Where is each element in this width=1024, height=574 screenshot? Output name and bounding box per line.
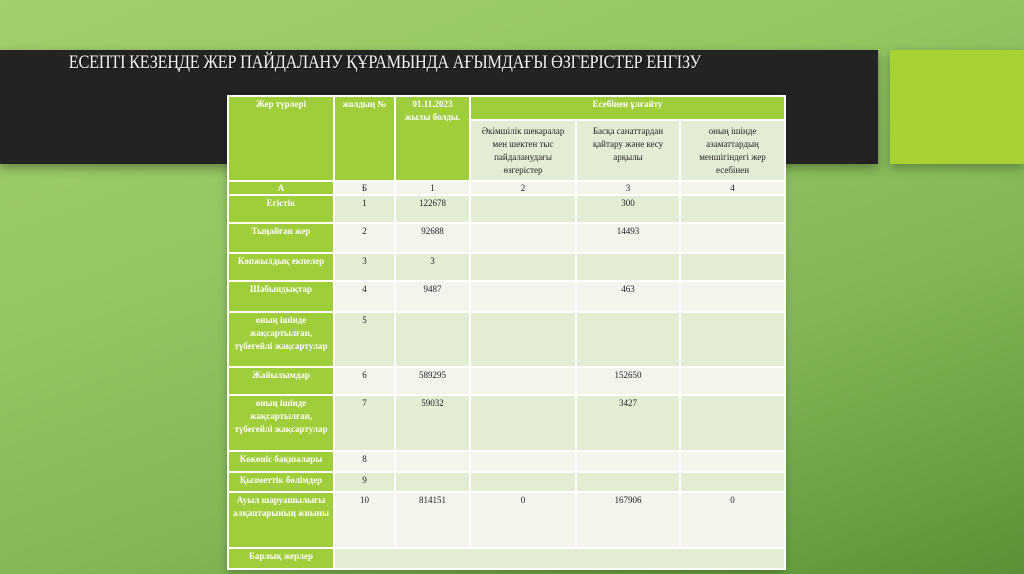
table-row <box>228 367 785 395</box>
cell-citizens-land <box>680 472 785 492</box>
cell-citizens-land <box>680 395 785 451</box>
cell-admin-boundaries <box>470 223 576 253</box>
row-label: Шабындықтар <box>228 281 334 312</box>
code-cell: 4 <box>680 181 785 195</box>
row-label: Жайылымдар <box>228 367 334 395</box>
row-label: Егістік <box>228 195 334 223</box>
row-number: 4 <box>334 281 395 312</box>
table-row <box>228 195 785 223</box>
code-cell: 1 <box>395 181 470 195</box>
cell-citizens-land <box>680 367 785 395</box>
cell-other-categories: 300 <box>576 195 680 223</box>
table-row <box>228 223 785 253</box>
cell-citizens-land <box>680 195 785 223</box>
row-label-total: Барлық жерлер <box>228 548 334 569</box>
header-sub-citizens-land: оның ішінде азаматтардың меншігіндегі жер есебінен <box>680 120 785 181</box>
cell-other-categories: 14493 <box>576 223 680 253</box>
row-number: 9 <box>334 472 395 492</box>
cell-other-categories <box>576 451 680 472</box>
row-number: 3 <box>334 253 395 281</box>
row-number: 5 <box>334 312 395 367</box>
row-label: оның ішінде жақсартылған, түбегейлі жақсартулар <box>228 395 334 451</box>
cell-citizens-land <box>680 312 785 367</box>
accent-rectangle <box>890 50 1024 164</box>
total-row-values <box>334 548 785 569</box>
header-as-of: 01.11.2023 жылы болды. <box>395 96 470 181</box>
cell-as-of <box>395 451 470 472</box>
cell-other-categories <box>576 312 680 367</box>
cell-as-of <box>395 472 470 492</box>
code-cell: Б <box>334 181 395 195</box>
code-cell: 3 <box>576 181 680 195</box>
cell-citizens-land <box>680 223 785 253</box>
row-number: 1 <box>334 195 395 223</box>
cell-as-of: 3 <box>395 253 470 281</box>
cell-admin-boundaries <box>470 395 576 451</box>
total-row <box>228 548 785 569</box>
cell-admin-boundaries: 0 <box>470 492 576 548</box>
table-row <box>228 281 785 312</box>
cell-citizens-land <box>680 253 785 281</box>
cell-admin-boundaries <box>470 195 576 223</box>
row-label: Ауыл шаруашылығы алқаптарының жиыны <box>228 492 334 548</box>
row-label: оның ішінде жақсартылған, түбегейлі жақсартулар <box>228 312 334 367</box>
code-cell: 2 <box>470 181 576 195</box>
table-row <box>228 451 785 472</box>
row-label: Көпжылдық екпелер <box>228 253 334 281</box>
row-number: 7 <box>334 395 395 451</box>
cell-admin-boundaries <box>470 367 576 395</box>
cell-other-categories: 463 <box>576 281 680 312</box>
cell-other-categories: 152650 <box>576 367 680 395</box>
code-row <box>228 181 785 195</box>
cell-admin-boundaries <box>470 312 576 367</box>
cell-as-of: 814151 <box>395 492 470 548</box>
cell-as-of: 589295 <box>395 367 470 395</box>
table-row <box>228 472 785 492</box>
cell-other-categories <box>576 472 680 492</box>
cell-admin-boundaries <box>470 451 576 472</box>
cell-as-of: 92688 <box>395 223 470 253</box>
cell-admin-boundaries <box>470 472 576 492</box>
land-use-table <box>227 95 786 570</box>
cell-other-categories <box>576 253 680 281</box>
cell-other-categories: 167906 <box>576 492 680 548</box>
cell-as-of <box>395 312 470 367</box>
row-number: 2 <box>334 223 395 253</box>
row-label: Қызметтік бөлімдер <box>228 472 334 492</box>
cell-as-of: 122678 <box>395 195 470 223</box>
header-sub-other-categories: Басқа санаттардан қайтару және кесу арқылы <box>576 120 680 181</box>
header-land-types: Жер түрлері <box>228 96 334 181</box>
cell-admin-boundaries <box>470 253 576 281</box>
table-row <box>228 395 785 451</box>
slide-title: ЕСЕПТІ КЕЗЕҢДЕ ЖЕР ПАЙДАЛАНУ ҚҰРАМЫНДА АҒЫМДАҒЫ ӨЗГЕРІСТЕР ЕНГІЗУ <box>68 52 701 73</box>
cell-citizens-land <box>680 451 785 472</box>
table-row <box>228 312 785 367</box>
row-number: 10 <box>334 492 395 548</box>
row-number: 8 <box>334 451 395 472</box>
header-sub-admin-boundaries: Әкімшілік шекаралар мен шектен тыс пайдаланудағы өзгерістер <box>470 120 576 181</box>
cell-as-of: 9487 <box>395 281 470 312</box>
cell-other-categories: 3427 <box>576 395 680 451</box>
land-use-table-container <box>227 95 784 570</box>
code-cell: А <box>228 181 334 195</box>
header-row-no: жолдың № <box>334 96 395 181</box>
row-label: Тыңайған жер <box>228 223 334 253</box>
cell-admin-boundaries <box>470 281 576 312</box>
table-row <box>228 492 785 548</box>
cell-citizens-land <box>680 281 785 312</box>
row-label: Көкөніс бақшалары <box>228 451 334 472</box>
cell-as-of: 59032 <box>395 395 470 451</box>
header-increase-group: Есебінен ұлғайту <box>470 96 785 120</box>
row-number: 6 <box>334 367 395 395</box>
cell-citizens-land: 0 <box>680 492 785 548</box>
table-row <box>228 253 785 281</box>
